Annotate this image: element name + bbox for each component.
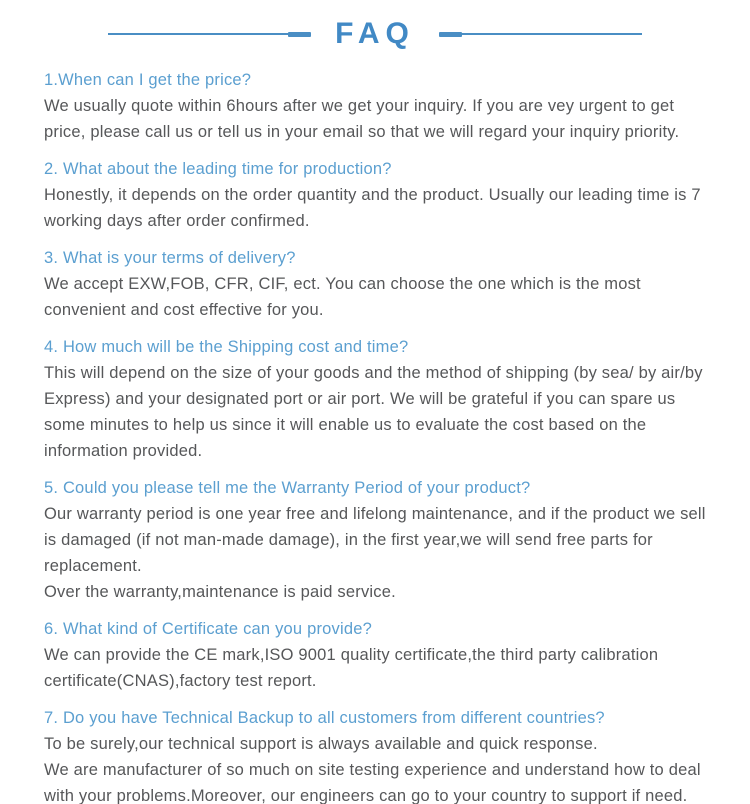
faq-question-5: 5. Could you please tell me the Warranty Period of your product?	[44, 479, 531, 497]
faq-item-7	[44, 705, 710, 804]
faq-title: FAQ	[335, 17, 415, 50]
faq-question-2: 2. What about the leading time for production?	[44, 160, 392, 178]
faq-question-4: 4. How much will be the Shipping cost and time?	[44, 338, 409, 356]
header-rule-left	[108, 33, 288, 35]
faq-header	[0, 0, 750, 55]
faq-item-5	[44, 475, 710, 605]
faq-item-6	[44, 616, 710, 694]
faq-question-7: 7. Do you have Technical Backup to all customers from different countries?	[44, 709, 605, 727]
faq-answer-6: We can provide the CE mark,ISO 9001 quality certificate,the third party calibration certificate(CNAS),factory test report.	[44, 646, 659, 690]
faq-answer-7-paragraph-2: We are manufacturer of so much on site testing experience and understand how to deal with your problems.Moreover, our engineers can go to your country to support if need.	[44, 761, 701, 804]
faq-answer-5-paragraph-2: Over the warranty,maintenance is paid service.	[44, 583, 396, 601]
faq-item-1	[44, 67, 710, 145]
faq-question-6: 6. What kind of Certificate can you provide?	[44, 620, 372, 638]
faq-question-3: 3. What is your terms of delivery?	[44, 249, 296, 267]
faq-answer-7-paragraph-1: To be surely,our technical support is always available and quick response.	[44, 735, 598, 753]
header-dash-left	[288, 32, 311, 37]
faq-item-4	[44, 334, 710, 464]
faq-list	[0, 55, 750, 804]
faq-answer-4: This will depend on the size of your goods and the method of shipping (by sea/ by air/by Express) and your designated port or air port. We will be grateful if you can spare us some minutes to help us since it will enable us to evaluate the cost based on the information provided.	[44, 364, 703, 460]
faq-answer-1: We usually quote within 6hours after we get your inquiry. If you are vey urgent to get price, please call us or tell us in your email so that we will regard your inquiry priority.	[44, 97, 680, 141]
faq-answer-5-paragraph-1: Our warranty period is one year free and lifelong maintenance, and if the product we sell is damaged (if not man-made damage), in the first year,we will send free parts for replacement.	[44, 505, 706, 575]
faq-item-2	[44, 156, 710, 234]
faq-item-3	[44, 245, 710, 323]
faq-question-1: 1.When can I get the price?	[44, 71, 252, 89]
faq-answer-2: Honestly, it depends on the order quantity and the product. Usually our leading time is 7 working days after order confirmed.	[44, 186, 701, 230]
header-dash-right	[439, 32, 462, 37]
faq-answer-3: We accept EXW,FOB, CFR, CIF, ect. You can choose the one which is the most convenient and cost effective for you.	[44, 275, 641, 319]
header-rule-right	[462, 33, 642, 35]
